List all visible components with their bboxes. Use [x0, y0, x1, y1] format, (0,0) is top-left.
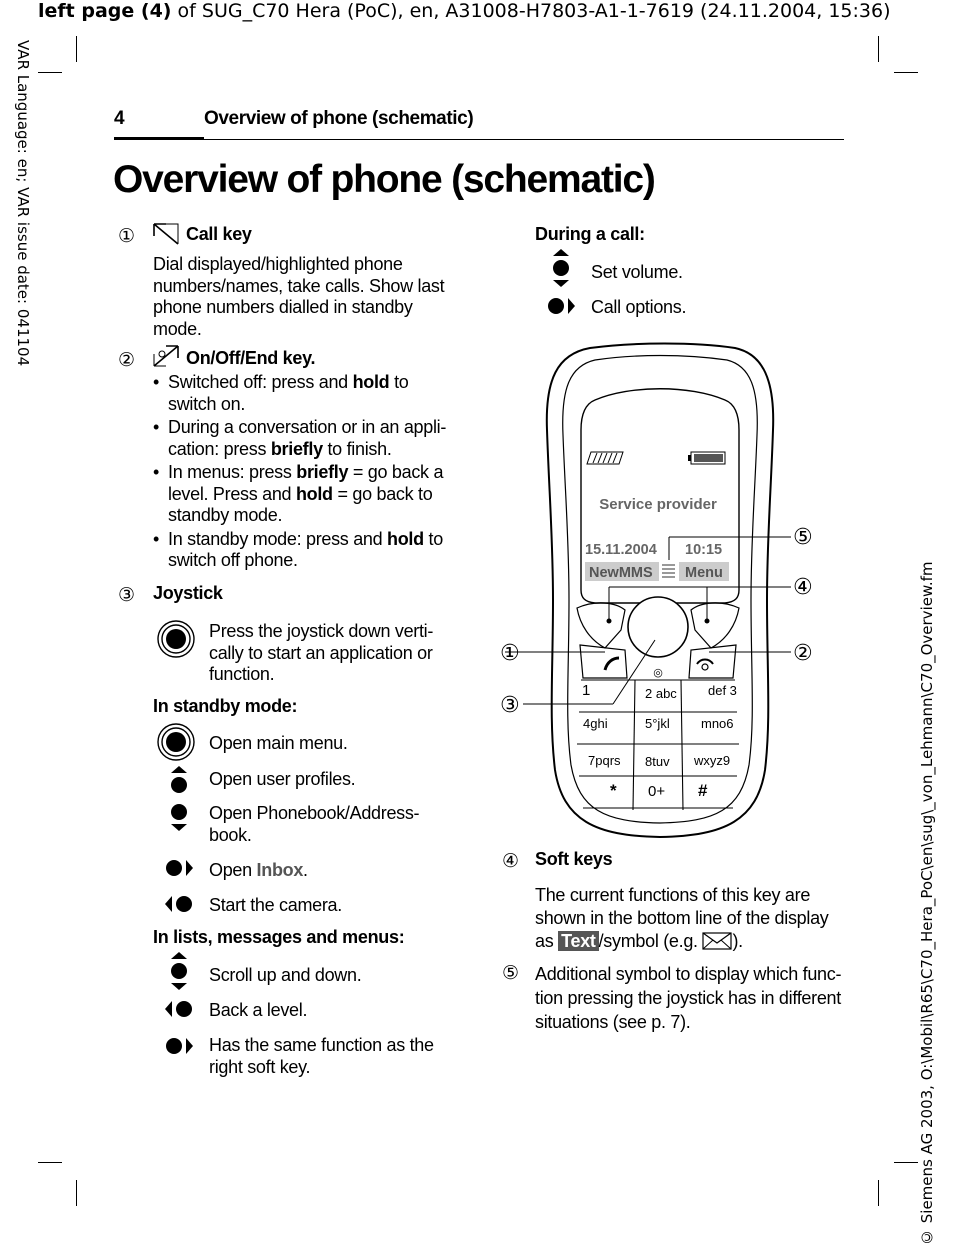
key-9: wxyz9	[694, 753, 731, 768]
side-info-left: VAR Language: en; VAR issue date: 041104	[14, 40, 32, 367]
key-2: 2 abc	[645, 686, 677, 701]
standby-item: Open user profiles.	[209, 769, 356, 789]
key-7: 7pqrs	[588, 753, 621, 768]
joystick-up-down-icon	[168, 951, 190, 991]
callout-3: ③	[500, 693, 520, 718]
section-number: ②	[118, 349, 136, 371]
section-heading: Call key	[186, 224, 252, 244]
joystick-left-icon	[164, 998, 194, 1020]
key-0: 0+	[648, 783, 666, 800]
crop-mark	[894, 72, 918, 73]
subheading: In lists, messages and menus:	[153, 927, 405, 947]
section-number: ⑤	[502, 962, 520, 984]
crop-mark	[38, 72, 62, 73]
print-header	[38, 0, 891, 22]
crop-mark	[38, 1162, 62, 1163]
joystick-press-text: Press the joystick down verti-cally to start an application or function.	[209, 621, 434, 684]
end-key-icon	[152, 344, 180, 368]
key-hash: #	[698, 781, 708, 800]
header-rule	[204, 139, 844, 140]
crop-mark	[76, 1180, 77, 1206]
side-info-right: © Siemens AG 2003, O:\Mobil\R65\C70_Hera_PoC\en\sug\_von_Lehmann\C70_Overview.fm	[918, 561, 936, 1246]
section-heading: On/Off/End key.	[186, 348, 316, 368]
section-heading: Joystick	[153, 583, 223, 603]
joystick-down-icon	[168, 802, 190, 832]
lists-item: Scroll up and down.	[209, 965, 362, 985]
phone-time-text: 10:15	[685, 542, 723, 558]
subheading: During a call:	[535, 224, 645, 244]
standby-item: Open Phonebook/Address-book.	[209, 803, 420, 845]
crop-mark	[878, 1180, 879, 1206]
svg-text:◎: ◎	[653, 666, 663, 679]
standby-item: Start the camera.	[209, 895, 342, 915]
call-item: Set volume.	[591, 262, 683, 282]
joystick-press-icon	[156, 722, 196, 762]
key-5: 5°jkl	[645, 716, 670, 731]
section-body: Dial displayed/highlighted phone numbers/names, take calls. Show last phone numbers dialled in standby mode.	[153, 254, 445, 339]
envelope-icon	[702, 932, 732, 950]
key-4: 4ghi	[583, 716, 608, 731]
key-8: 8tuv	[645, 754, 670, 769]
list-item: • In menus: press briefly = go back a level. Press and hold = go back to standby mode.	[153, 462, 461, 527]
joystick-up-icon	[168, 765, 190, 795]
lists-item: Back a level.	[209, 1000, 308, 1020]
lists-item: Has the same function as the right soft key.	[209, 1035, 434, 1077]
list-item: • In standby mode: press and hold to switch off phone.	[153, 529, 461, 572]
call-key-icon	[152, 222, 180, 246]
list-item: • Switched off: press and hold to switch on.	[153, 372, 461, 415]
section-number: ④	[502, 850, 520, 872]
key-1: 1	[582, 682, 591, 699]
phone-softkey-right: Menu	[685, 565, 723, 581]
header-rule-thick	[114, 137, 204, 140]
joystick-left-icon	[164, 893, 194, 915]
phone-provider-text: Service provider	[599, 496, 717, 513]
callout-2: ②	[793, 641, 813, 666]
print-header-prefix: left page (4)	[38, 0, 172, 22]
print-header-rest: of SUG_C70 Hera (PoC), en, A31008-H7803-A1-1-7619 (24.11.2004, 15:36)	[171, 0, 891, 22]
section-heading: Soft keys	[535, 849, 613, 869]
section-number: ①	[118, 225, 136, 247]
callout-1: ①	[500, 641, 520, 666]
joystick-right-icon	[164, 1035, 194, 1057]
callout-5: ⑤	[793, 525, 813, 550]
running-head: Overview of phone (schematic)	[204, 108, 474, 129]
key-star: *	[610, 781, 617, 800]
key-3: def 3	[708, 683, 737, 698]
phone-softkey-left: NewMMS	[589, 565, 653, 581]
key-6: mno6	[701, 716, 734, 731]
page-number: 4	[114, 108, 125, 129]
text-badge: Text	[558, 931, 598, 951]
phone-illustration	[495, 340, 825, 845]
section-number: ③	[118, 584, 136, 606]
crop-mark	[878, 36, 879, 62]
crop-mark	[76, 36, 77, 62]
joystick-up-down-icon	[550, 248, 572, 288]
crop-mark	[894, 1162, 918, 1163]
softkeys-body: The current functions of this key are shown in the bottom line of the display as Text /symbol (e.g. ).	[535, 885, 829, 951]
page-title: Overview of phone (schematic)	[113, 158, 655, 201]
list-item: • During a conversation or in an appli-cation: press briefly to finish.	[153, 417, 461, 460]
subheading: In standby mode:	[153, 696, 298, 716]
standby-item-inbox: Open Inbox.	[209, 860, 308, 880]
joystick-right-icon	[164, 857, 194, 879]
section-body: Additional symbol to display which func-tion pressing the joystick has in different situations (see p. 7).	[535, 964, 842, 1032]
joystick-press-icon	[156, 619, 196, 659]
joystick-right-icon	[546, 295, 576, 317]
onoff-list	[153, 372, 461, 574]
callout-4: ④	[793, 575, 813, 600]
call-item: Call options.	[591, 297, 687, 317]
phone-date-text: 15.11.2004	[585, 542, 657, 558]
standby-item: Open main menu.	[209, 733, 348, 753]
